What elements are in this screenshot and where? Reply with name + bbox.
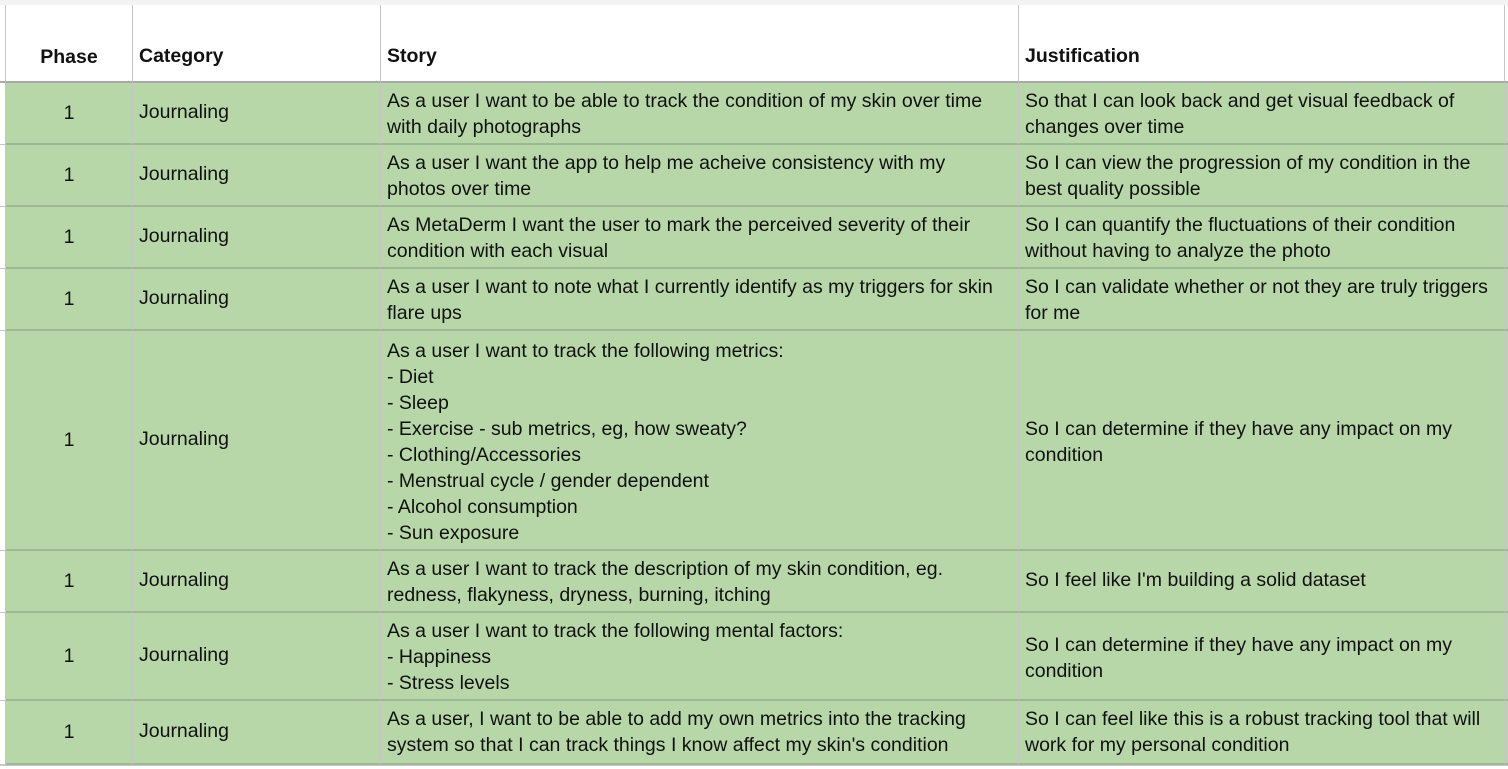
- category-cell[interactable]: Journaling: [133, 613, 381, 701]
- story-cell[interactable]: [381, 207, 1019, 269]
- story-line: - Sun exposure: [387, 522, 520, 544]
- story-line: As a user I want to be able to track the condition of my skin over time: [387, 90, 983, 112]
- phase-cell[interactable]: 1: [6, 83, 133, 145]
- story-line: As a user I want to track the following metrics:: [387, 340, 784, 362]
- story-line: - Diet: [387, 366, 434, 388]
- category-cell[interactable]: Journaling: [133, 83, 381, 145]
- story-line: - Sleep: [387, 392, 449, 414]
- story-line: As a user I want to track the following mental factors:: [387, 620, 844, 642]
- story-cell[interactable]: [381, 269, 1019, 331]
- phase-cell[interactable]: 1: [6, 551, 133, 613]
- story-cell[interactable]: [381, 551, 1019, 613]
- story-line: flare ups: [387, 302, 462, 324]
- story-line: - Alcohol consumption: [387, 496, 578, 518]
- category-cell[interactable]: Journaling: [133, 207, 381, 269]
- story-cell[interactable]: [381, 331, 1019, 551]
- justification-line: condition: [1025, 660, 1104, 682]
- category-cell[interactable]: Journaling: [133, 331, 381, 551]
- header-row: [0, 5, 1508, 83]
- story-line: As a user I want to track the description of my skin condition, eg.: [387, 558, 944, 580]
- story-line: - Menstrual cycle / gender dependent: [387, 470, 709, 492]
- justification-cell[interactable]: [1019, 701, 1505, 765]
- story-line: As a user I want the app to help me acheive consistency with my: [387, 152, 946, 174]
- table-row: [0, 613, 1508, 701]
- header-category-label: Category: [139, 44, 224, 67]
- justification-line: So I can determine if they have any impact on my: [1025, 634, 1453, 656]
- justification-line: So I can validate whether or not they are truly triggers: [1025, 276, 1488, 298]
- story-cell[interactable]: [381, 613, 1019, 701]
- table-row: [0, 331, 1508, 551]
- phase-cell[interactable]: 1: [6, 701, 133, 765]
- story-line: with daily photographs: [387, 116, 582, 138]
- story-cell[interactable]: [381, 83, 1019, 145]
- table-row: [0, 83, 1508, 145]
- category-cell[interactable]: Journaling: [133, 269, 381, 331]
- story-line: - Stress levels: [387, 672, 510, 694]
- table-row: [0, 701, 1508, 765]
- justification-line: So I can quantify the fluctuations of their condition: [1025, 214, 1456, 236]
- justification-cell[interactable]: [1019, 613, 1505, 701]
- header-story-label: Story: [387, 44, 437, 67]
- header-phase-label: Phase: [40, 45, 98, 68]
- category-cell[interactable]: Journaling: [133, 145, 381, 207]
- justification-cell[interactable]: [1019, 145, 1505, 207]
- justification-cell[interactable]: [1019, 269, 1505, 331]
- justification-line: So I can feel like this is a robust tracking tool that will: [1025, 708, 1481, 730]
- story-line: redness, flakyness, dryness, burning, itching: [387, 584, 771, 606]
- justification-line: So that I can look back and get visual feedback of: [1025, 90, 1455, 112]
- table-row: [0, 145, 1508, 207]
- justification-cell[interactable]: [1019, 83, 1505, 145]
- story-line: As a user, I want to be able to add my own metrics into the tracking: [387, 708, 966, 730]
- justification-line: without having to analyze the photo: [1025, 240, 1331, 262]
- story-cell[interactable]: [381, 701, 1019, 765]
- phase-cell[interactable]: 1: [6, 207, 133, 269]
- story-cell[interactable]: [381, 145, 1019, 207]
- justification-line: changes over time: [1025, 116, 1185, 138]
- justification-line: So I can determine if they have any impact on my: [1025, 418, 1453, 440]
- category-cell[interactable]: Journaling: [133, 701, 381, 765]
- story-line: condition with each visual: [387, 240, 609, 262]
- story-line: photos over time: [387, 178, 532, 200]
- story-line: As MetaDerm I want the user to mark the perceived severity of their: [387, 214, 971, 236]
- header-story[interactable]: [381, 5, 1019, 83]
- table-row: [0, 207, 1508, 269]
- justification-line: work for my personal condition: [1025, 734, 1290, 756]
- justification-line: best quality possible: [1025, 178, 1201, 200]
- justification-cell[interactable]: [1019, 551, 1505, 613]
- header-justification[interactable]: [1019, 5, 1505, 83]
- justification-line: condition: [1025, 444, 1104, 466]
- justification-line: So I feel like I'm building a solid dataset: [1025, 569, 1366, 591]
- justification-cell[interactable]: [1019, 207, 1505, 269]
- justification-line: for me: [1025, 302, 1081, 324]
- phase-cell[interactable]: 1: [6, 269, 133, 331]
- table-row: [0, 551, 1508, 613]
- story-line: As a user I want to note what I currently identify as my triggers for skin: [387, 276, 993, 298]
- phase-cell[interactable]: 1: [6, 145, 133, 207]
- next-row-edge: [0, 765, 1508, 769]
- phase-cell[interactable]: 1: [6, 331, 133, 551]
- header-category[interactable]: [133, 5, 381, 83]
- story-line: - Clothing/Accessories: [387, 444, 581, 466]
- story-line: system so that I can track things I know affect my skin's condition: [387, 734, 949, 756]
- story-line: - Happiness: [387, 646, 492, 668]
- header-phase[interactable]: [6, 5, 133, 83]
- category-cell[interactable]: Journaling: [133, 551, 381, 613]
- story-line: - Exercise - sub metrics, eg, how sweaty?: [387, 418, 747, 440]
- justification-cell[interactable]: [1019, 331, 1505, 551]
- phase-cell[interactable]: 1: [6, 613, 133, 701]
- table-row: [0, 269, 1508, 331]
- justification-line: So I can view the progression of my condition in the: [1025, 152, 1471, 174]
- header-justification-label: Justification: [1025, 44, 1140, 67]
